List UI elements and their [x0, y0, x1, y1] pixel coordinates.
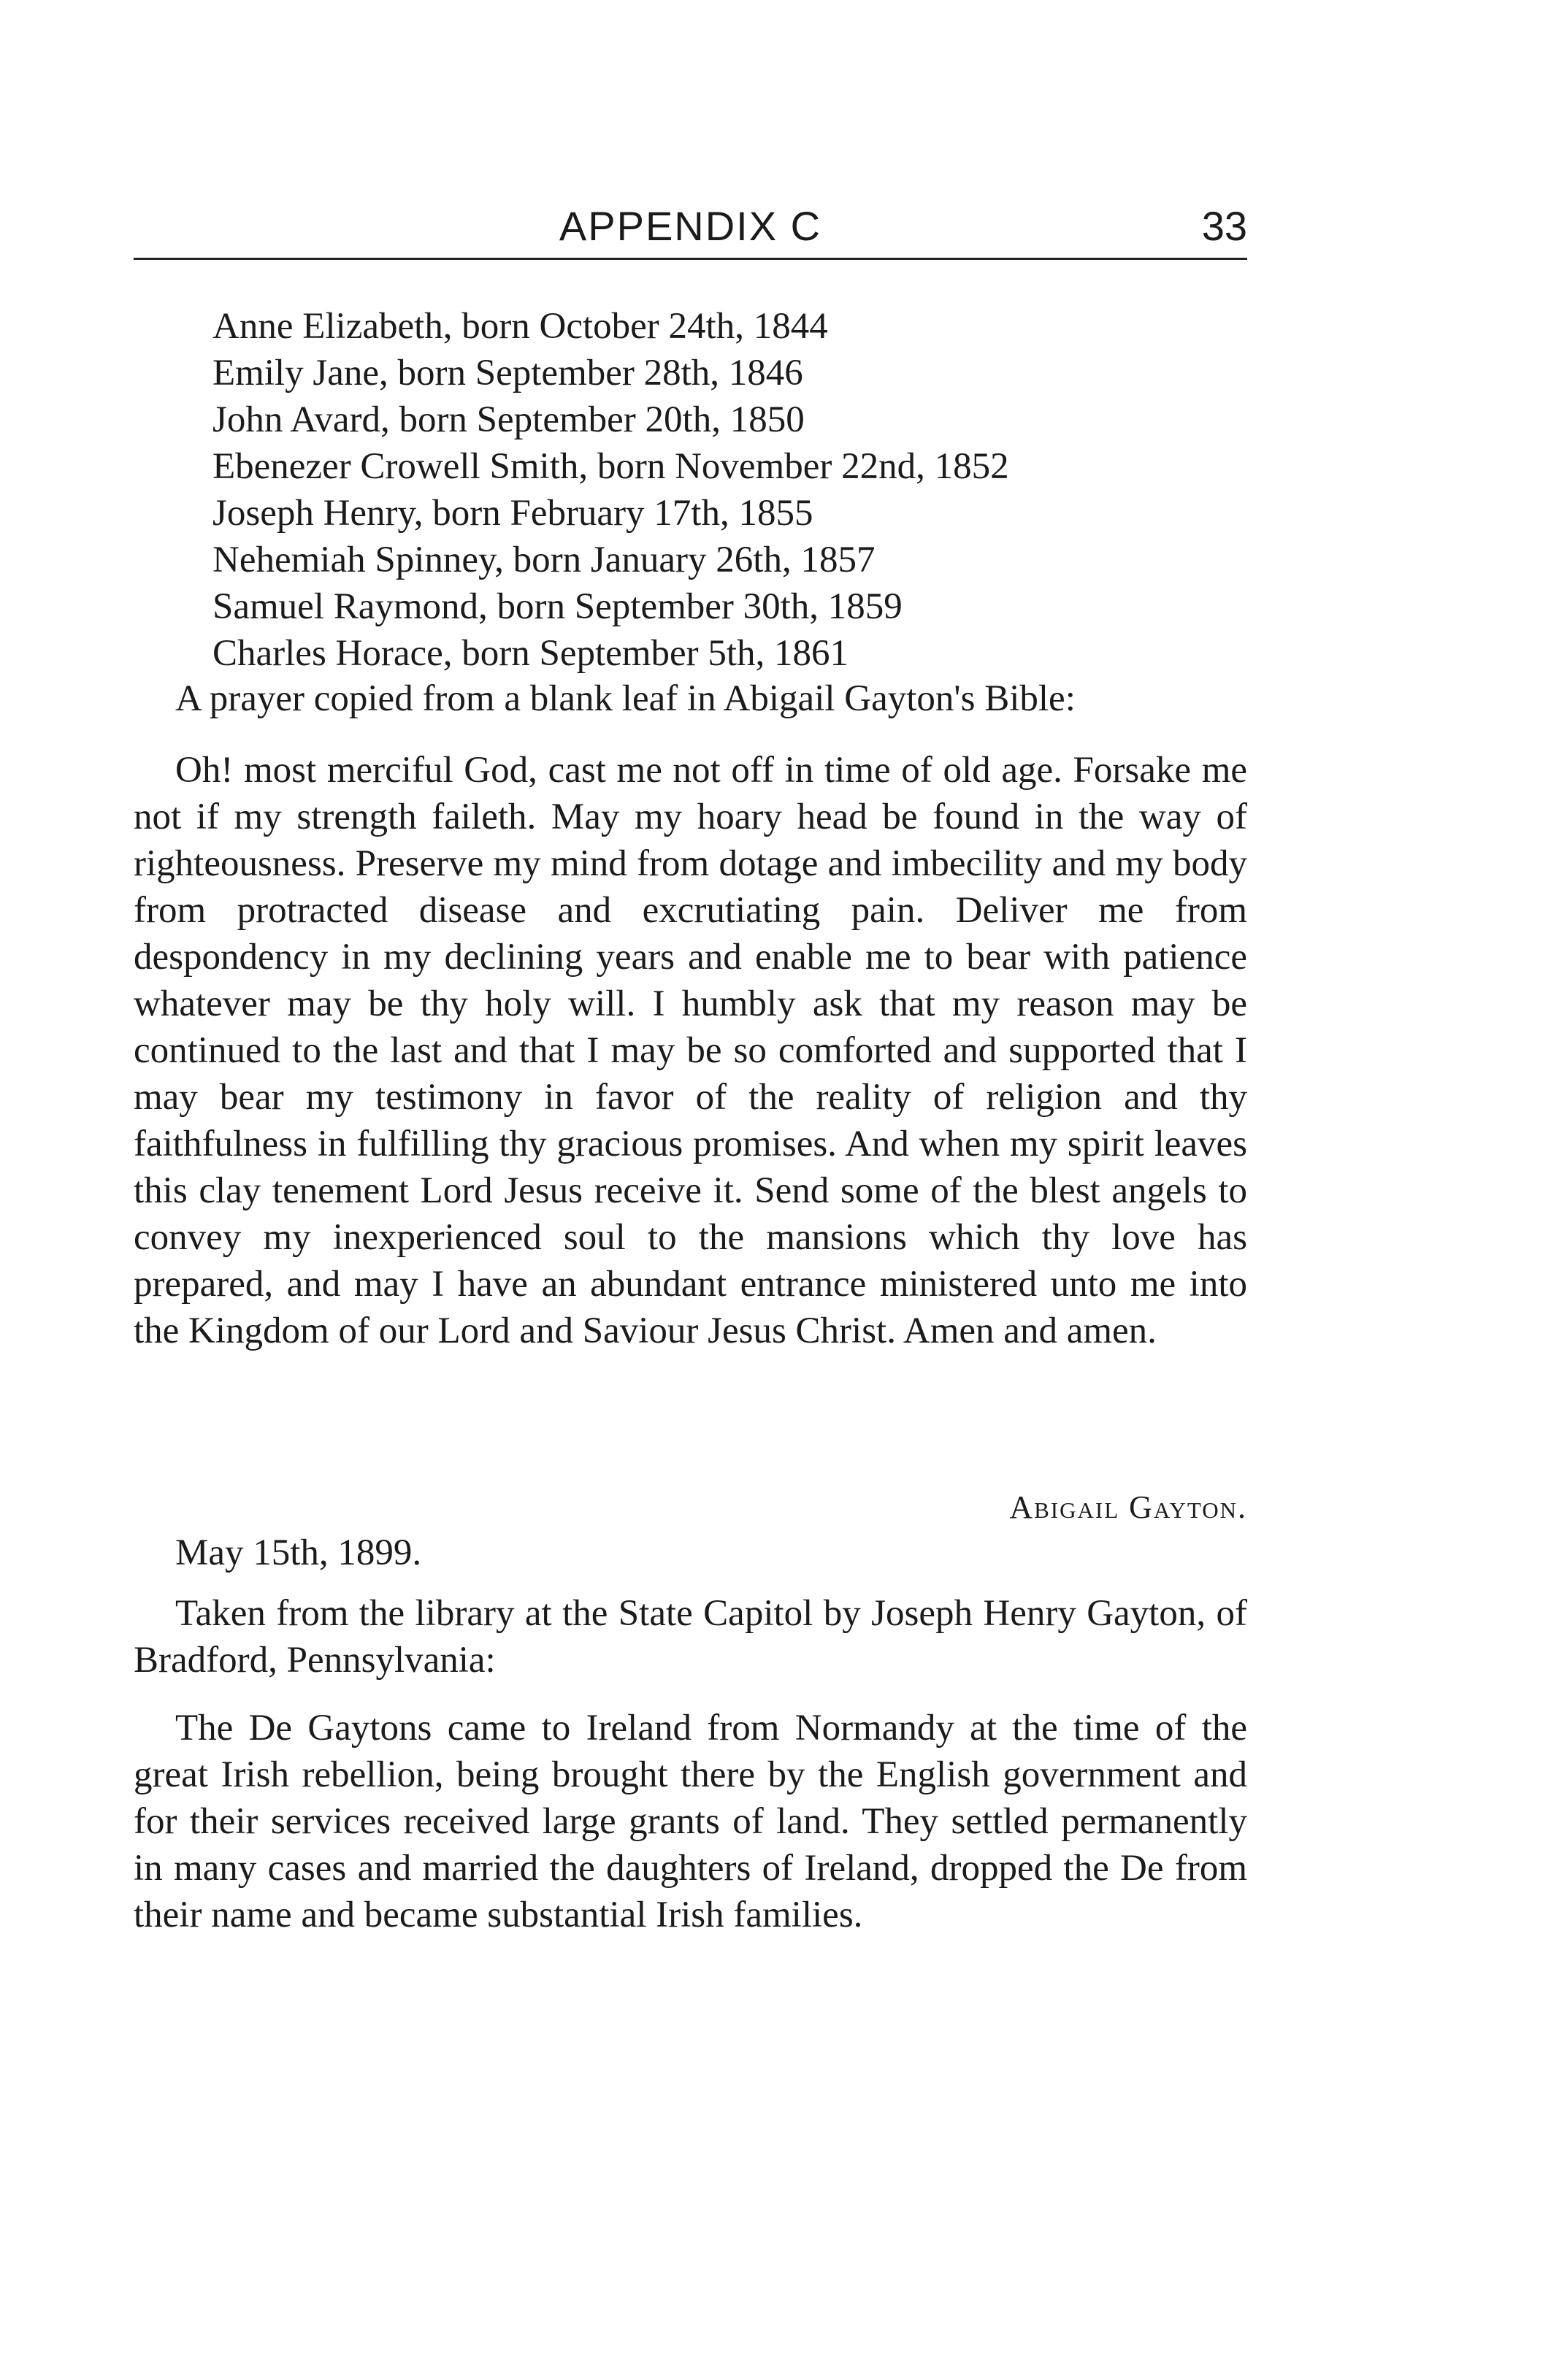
list-item: Anne Elizabeth, born October 24th, 1844 — [212, 306, 828, 347]
list-item: John Avard, born September 20th, 1850 — [212, 399, 805, 440]
list-item: Samuel Raymond, born September 30th, 1859 — [212, 586, 903, 627]
running-head — [134, 203, 1247, 261]
list-item: Ebenezer Crowell Smith, born November 22nd, 1852 — [212, 446, 1009, 487]
history-paragraph: The De Gaytons came to Ireland from Normandy at the time of the great Irish rebellion, being brought there by the English government and for their services received large grants of land. They settled permanently in many cases and married the daughters of Ireland, dropped the De from their name and became substantial Irish families. — [134, 1708, 1247, 1935]
children-list — [134, 303, 1247, 677]
source-note: Taken from the library at the State Capitol by Joseph Henry Gayton, of Bradford, Pennsylvania: — [134, 1593, 1247, 1681]
list-item: Emily Jane, born September 28th, 1846 — [212, 353, 803, 394]
list-item: Charles Horace, born September 5th, 1861 — [212, 633, 849, 674]
date-line: May 15th, 1899. — [175, 1532, 422, 1573]
header-rule — [134, 258, 1247, 260]
prayer-text: Oh! most merciful God, cast me not off in time of old age. Forsake me not if my strength faileth. May my hoary head be found in the way of righteousness. Preserve my mind from dotage and imbecility and my body from protracted disease and excrutiating pain. Deliver me from despondency in my declining years and enable me to bear with patience whatever may be thy holy will. I humbly ask that my reason may be continued to the last and that I may be so comforted and supported that I may bear my testimony in favor of the reality of religion and thy faithfulness in fulfilling thy gracious promises. And when my spirit leaves this clay tenement Lord Jesus receive it. Send some of the blest angels to convey my inexperienced soul to the mansions which thy love has prepared, and may I have an abundant entrance ministered unto me into the Kingdom of our Lord and Saviour Jesus Christ. Amen and amen. — [134, 750, 1247, 1351]
running-head-title: APPENDIX C — [559, 203, 822, 249]
page-number: 33 — [1201, 203, 1247, 249]
prayer-intro: A prayer copied from a blank leaf in Abigail Gayton's Bible: — [175, 678, 1076, 719]
list-item: Joseph Henry, born February 17th, 1855 — [212, 493, 813, 534]
list-item: Nehemiah Spinney, born January 26th, 1857 — [212, 540, 876, 580]
signature: Abigail Gayton. — [1009, 1489, 1247, 1525]
